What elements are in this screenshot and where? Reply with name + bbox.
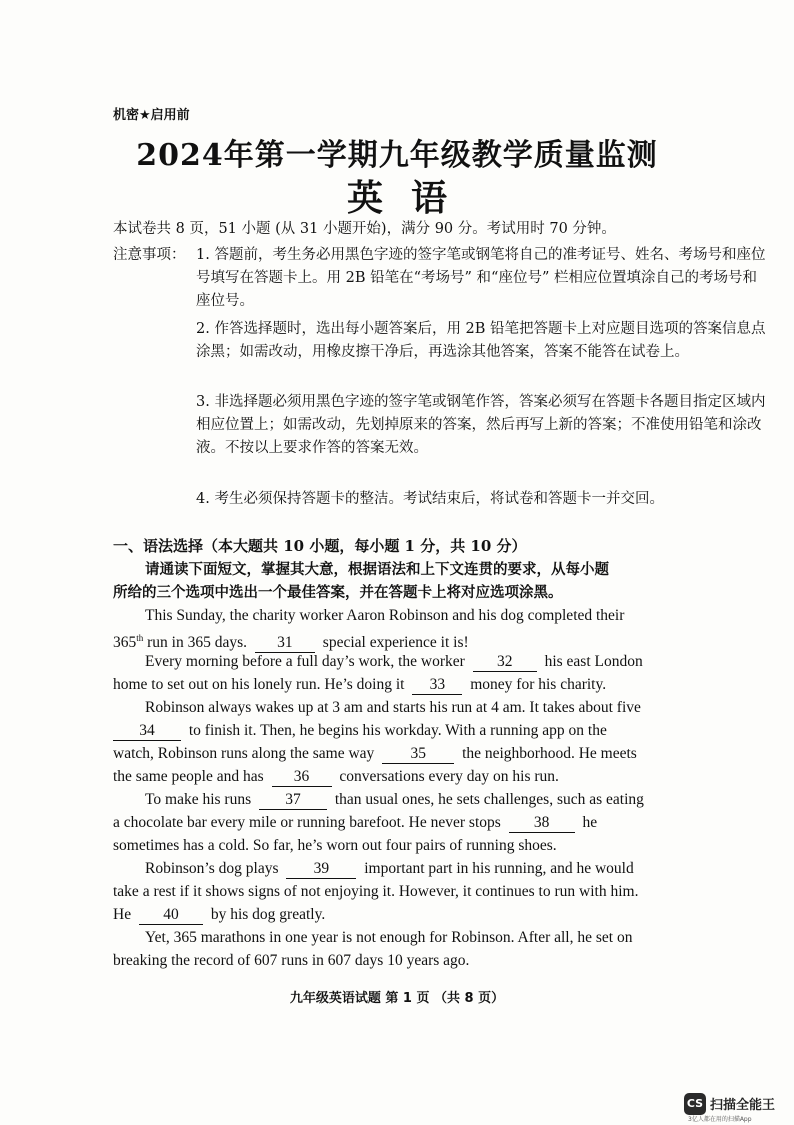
blank-34: 34 [113,722,181,741]
camscanner-logo-icon: CS [684,1093,706,1115]
passage-line [145,788,644,811]
passage-text: Robinson’s dog plays [145,860,279,877]
watermark-name: 扫描全能王 [710,1098,776,1113]
passage-line [113,719,607,742]
page-footer: 九年级英语试题 第 1 页 （共 8 页） [289,991,505,1006]
blank-32: 32 [473,653,537,672]
blank-40: 40 [139,906,203,925]
passage-text: conversations every day on his run. [339,768,559,785]
passage-line: This Sunday, the charity worker Aaron Robinson and his dog completed their [145,607,625,624]
blank-36: 36 [272,768,332,787]
passage-text: the neighborhood. He meets [462,745,637,762]
passage-line [145,650,643,673]
ordinal-suffix: th [136,633,144,643]
note-item-4: 4. 考生必须保持答题卡的整洁。考试结束后，将试卷和答题卡一并交回。 [196,491,664,507]
passage-line [113,903,325,926]
passage-text: to finish it. Then, he begins his workday. With a running app on the [188,722,607,739]
passage-text: watch, Robinson runs along the same way [113,745,375,762]
passage-text: run in 365 days. [143,634,248,652]
passage-text: a chocolate bar every mile or running barefoot. He never stops [113,814,501,831]
passage-text: home to set out on his lonely run. He’s doing it [113,676,405,693]
notes-label: 注意事项： [113,247,186,263]
section-instruction-2: 所给的三个选项中选出一个最佳答案，并在答题卡上将对应选项涂黑。 [113,584,563,601]
passage-line: sometimes has a cold. So far, he’s worn out four pairs of running shoes. [113,837,557,854]
section-instruction-1: 请通读下面短文，掌握其大意，根据语法和上下文连贯的要求，从每小题 [145,561,609,578]
section-heading: 一、语法选择（本大题共 10 小题，每小题 1 分，共 10 分） [113,537,527,555]
blank-38: 38 [509,814,575,833]
note-item-1: 1. 答题前，考生务必用黑色字迹的签字笔或钢笔将自己的准考证号、姓名、考场号和座位号填写在答题卡上。用 2B 铅笔在“考场号” 和“座位号” 栏相应位置填涂自己的考场号和座位号。 [196,247,766,309]
passage-text: 365 [113,634,137,652]
passage-line: take a rest if it shows signs of not enjoying it. However, it continues to run with him. [113,883,639,900]
blank-31: 31 [255,634,315,653]
passage-text: To make his runs [145,791,252,808]
confidential-label: 机密★启用前 [113,108,190,123]
blank-39: 39 [286,860,356,879]
passage-text: he [582,814,598,831]
blank-35: 35 [382,745,454,764]
passage-text: his east London [544,653,643,670]
exam-title: 2024年第一学期九年级教学质量监测 [136,138,658,173]
blank-37: 37 [259,791,327,810]
passage-line [145,857,634,880]
subject-title: 英语 [346,177,475,219]
passage-text: special experience it is! [322,634,469,652]
passage-line: Robinson always wakes up at 3 am and starts his run at 4 am. It takes about five [145,699,641,716]
note-item-2: 2. 作答选择题时，选出每小题答案后，用 2B 铅笔把答题卡上对应题目选项的答案信息点涂黑；如需改动，用橡皮擦干净后，再选涂其他答案，答案不能答在试卷上。 [196,321,766,360]
note-item-3: 3. 非选择题必须用黑色字迹的签字笔或钢笔作答，答案必须写在答题卡各题目指定区域内相应位置上；如需改动，先划掉原来的答案，然后再写上新的答案；不准使用铅笔和涂改液。不按以上要求作答的答案无效。 [196,394,766,456]
passage-line: Yet, 365 marathons in one year is not enough for Robinson. After all, he set on [145,929,633,946]
blank-33: 33 [412,676,462,695]
passage-line [113,765,559,788]
passage-line [113,673,606,696]
passage-text: by his dog greatly. [210,906,326,923]
passage-text: money for his charity. [470,676,607,693]
passage-line [113,811,597,834]
passage-line: breaking the record of 607 runs in 607 days 10 years ago. [113,952,470,969]
exam-intro: 本试卷共 8 页，51 小题 (从 31 小题开始)，满分 90 分。考试用时 70 分钟。 [113,221,616,237]
passage-text: Every morning before a full day’s work, the worker [145,653,465,670]
passage-text: He [113,906,132,923]
watermark-tagline: 3亿人都在用的扫描App [688,1116,752,1123]
passage-text: the same people and has [113,768,264,785]
passage-line [113,742,637,765]
passage-text: important part in his running, and he would [364,860,634,877]
passage-text: than usual ones, he sets challenges, such as eating [334,791,644,808]
